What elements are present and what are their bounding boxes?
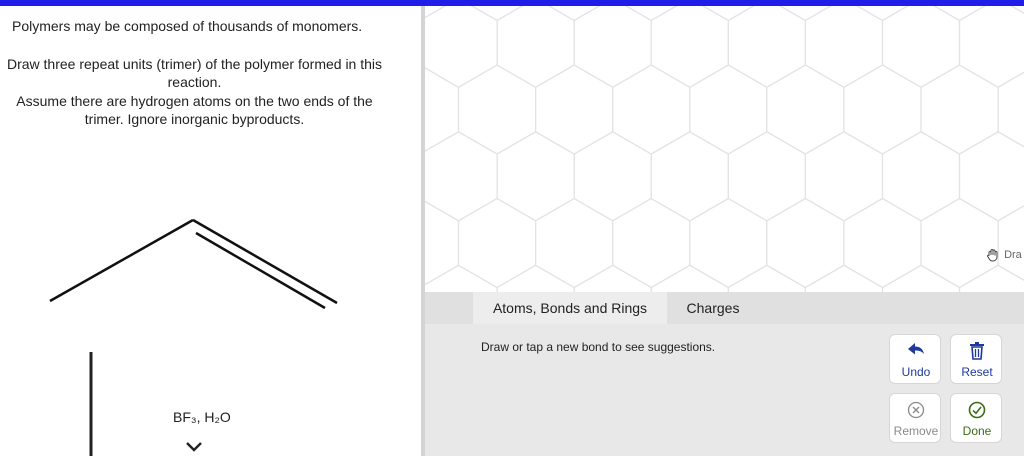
- grid-hexagon[interactable]: [574, 265, 651, 292]
- suggestion-hint: Draw or tap a new bond to see suggestions.: [481, 340, 716, 354]
- grid-hexagon[interactable]: [921, 199, 998, 288]
- grid-hexagon[interactable]: [425, 265, 497, 292]
- undo-arrow-icon: [890, 342, 942, 360]
- grid-hexagon[interactable]: [613, 65, 690, 154]
- grid-hexagon[interactable]: [998, 199, 1024, 288]
- single-bond: [50, 220, 193, 301]
- grid-hexagon[interactable]: [998, 65, 1024, 154]
- double-bond-line-2: [196, 233, 325, 308]
- grid-hexagon[interactable]: [960, 265, 1024, 292]
- grid-hexagon[interactable]: [998, 6, 1024, 21]
- grid-hexagon[interactable]: [425, 199, 459, 288]
- grid-hexagon[interactable]: [805, 265, 882, 292]
- hand-icon: [985, 247, 1001, 263]
- drawing-canvas[interactable]: [425, 6, 1024, 292]
- undo-label: Undo: [901, 365, 931, 379]
- tool-panel: [425, 292, 1024, 456]
- grid-hexagon[interactable]: [844, 6, 921, 21]
- remove-button[interactable]: [889, 393, 941, 443]
- question-pane: [0, 6, 421, 456]
- grid-hexagon[interactable]: [425, 65, 459, 154]
- grid-hexagon[interactable]: [767, 65, 844, 154]
- grid-hexagon[interactable]: [921, 6, 998, 21]
- grid-hexagon[interactable]: [459, 6, 536, 21]
- done-button[interactable]: [950, 393, 1002, 443]
- grid-hexagon[interactable]: [728, 265, 805, 292]
- grid-hexagon[interactable]: [805, 132, 882, 221]
- reset-button[interactable]: [950, 334, 1002, 384]
- question-text-line-2: Draw three repeat units (trimer) of the polymer formed in this: [6, 56, 383, 72]
- grid-hexagon[interactable]: [690, 6, 767, 21]
- grid-hexagon[interactable]: [574, 132, 651, 221]
- grid-hexagon[interactable]: [651, 265, 728, 292]
- question-text-line-5: trimer. Ignore inorganic byproducts.: [84, 111, 305, 127]
- done-label: Done: [962, 424, 992, 438]
- question-text-line-3: reaction.: [167, 74, 222, 90]
- grid-hexagon[interactable]: [728, 6, 805, 87]
- grid-hexagon[interactable]: [883, 265, 960, 292]
- undo-button[interactable]: [889, 334, 941, 384]
- grid-hexagon[interactable]: [805, 6, 882, 87]
- grid-hexagon[interactable]: [844, 65, 921, 154]
- circle-check-icon: [951, 401, 1003, 419]
- grid-hexagon[interactable]: [497, 265, 574, 292]
- double-bond-line-1: [193, 220, 337, 303]
- grid-hexagon[interactable]: [459, 199, 536, 288]
- tab-charges[interactable]: Charges: [686, 300, 740, 316]
- grid-hexagon[interactable]: [536, 199, 613, 288]
- drag-hint: [985, 247, 1022, 263]
- remove-label: Remove: [893, 424, 939, 438]
- grid-hexagon[interactable]: [690, 65, 767, 154]
- grid-hexagon[interactable]: [613, 6, 690, 21]
- reaction-reagents: BF₃, H₂O: [173, 409, 231, 425]
- grid-hexagon[interactable]: [613, 199, 690, 288]
- tab-atoms-bonds-rings[interactable]: Atoms, Bonds and Rings: [473, 292, 667, 324]
- reset-label: Reset: [961, 365, 993, 379]
- chevron-down-icon[interactable]: [184, 438, 204, 454]
- grid-hexagon[interactable]: [883, 6, 960, 87]
- grid-hexagon[interactable]: [425, 6, 497, 87]
- circle-x-icon: [890, 401, 942, 419]
- grid-hexagon[interactable]: [844, 199, 921, 288]
- question-text-line-4: Assume there are hydrogen atoms on the two ends of the: [16, 93, 373, 109]
- grid-hexagon[interactable]: [536, 6, 613, 21]
- grid-hexagon[interactable]: [497, 6, 574, 87]
- grid-hexagon[interactable]: [690, 199, 767, 288]
- propene-structure: [0, 6, 421, 456]
- question-text-line-1: Polymers may be composed of thousands of monomers.: [12, 18, 363, 34]
- grid-hexagon[interactable]: [536, 65, 613, 154]
- hexagon-grid[interactable]: [425, 6, 1024, 292]
- grid-hexagon[interactable]: [728, 132, 805, 221]
- grid-hexagon[interactable]: [767, 6, 844, 21]
- grid-hexagon[interactable]: [767, 199, 844, 288]
- grid-hexagon[interactable]: [574, 6, 651, 87]
- grid-hexagon[interactable]: [960, 132, 1024, 221]
- trash-icon: [951, 342, 1003, 360]
- grid-hexagon[interactable]: [651, 132, 728, 221]
- grid-hexagon[interactable]: [497, 132, 574, 221]
- grid-hexagon[interactable]: [883, 132, 960, 221]
- grid-hexagon[interactable]: [960, 6, 1024, 87]
- grid-hexagon[interactable]: [459, 65, 536, 154]
- drag-hint-label: Dra: [1004, 248, 1022, 261]
- tool-tabs: [425, 292, 1024, 324]
- grid-hexagon[interactable]: [921, 65, 998, 154]
- grid-hexagon[interactable]: [651, 6, 728, 87]
